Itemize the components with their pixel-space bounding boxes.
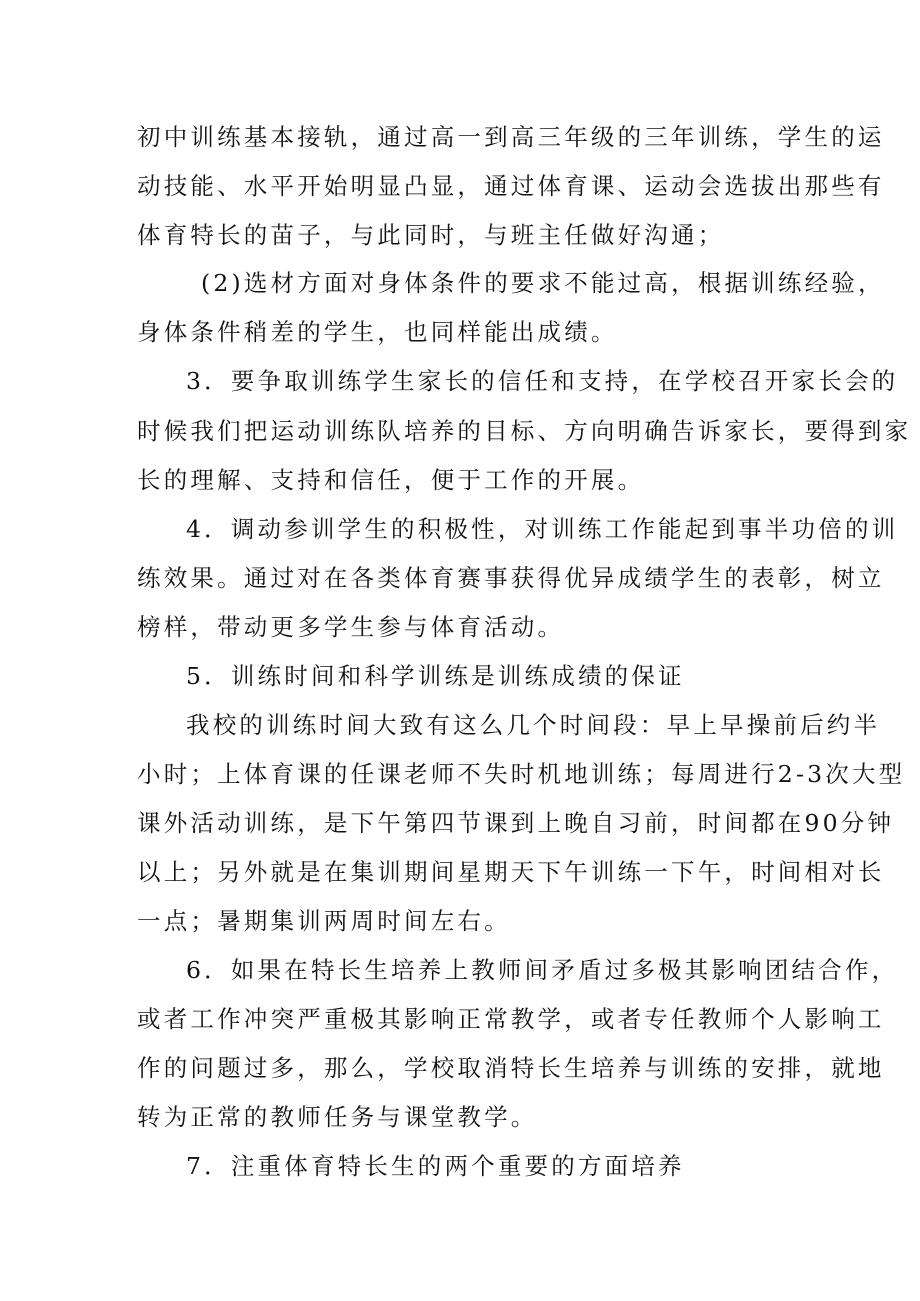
text-line: 动技能、水平开始明显凸显，通过体育课、运动会选拔出那些有 xyxy=(137,172,885,200)
text-line: 6．如果在特长生培养上教师间矛盾过多极其影响团结合作， xyxy=(186,956,899,984)
text-line: 作的问题过多，那么，学校取消特长生培养与训练的安排，就地 xyxy=(137,1054,885,1082)
text-line: 3．要争取训练学生家长的信任和支持，在学校召开家长会的 xyxy=(186,367,899,395)
text-line: 4．调动参训学生的积极性，对训练工作能起到事半功倍的训 xyxy=(186,515,899,543)
text-line: 练效果。通过对在各类体育赛事获得优异成绩学生的表彰，树立 xyxy=(137,564,885,592)
text-line: 一点；暑期集训两周时间左右。 xyxy=(137,907,511,935)
text-line: 初中训练基本接轨，通过高一到高三年级的三年训练，学生的运 xyxy=(137,123,885,151)
text-line: 5．训练时间和科学训练是训练成绩的保证 xyxy=(186,662,685,690)
text-line: 体育特长的苗子，与此同时，与班主任做好沟通； xyxy=(137,221,725,249)
text-line: 以上；另外就是在集训期间星期天下午训练一下午，时间相对长 xyxy=(137,858,885,886)
text-line: 时候我们把运动训练队培养的目标、方向明确告诉家长，要得到家 xyxy=(137,417,912,445)
text-line: 课外活动训练，是下午第四节课到上晚自习前，时间都在90分钟 xyxy=(137,809,895,837)
text-line: 7．注重体育特长生的两个重要的方面培养 xyxy=(186,1152,685,1180)
text-line: 小时；上体育课的任课老师不失时机地训练；每周进行2-3次大型 xyxy=(137,760,906,788)
text-line: 榜样，带动更多学生参与体育活动。 xyxy=(137,613,565,641)
text-line: 或者工作冲突严重极其影响正常教学，或者专任教师个人影响工 xyxy=(137,1005,885,1033)
text-line: 转为正常的教师任务与课堂教学。 xyxy=(137,1103,538,1131)
text-line: (2)选材方面对身体条件的要求不能过高，根据训练经验， xyxy=(201,269,885,297)
text-line: 长的理解、支持和信任，便于工作的开展。 xyxy=(137,466,645,494)
text-line: 我校的训练时间大致有这么几个时间段：早上早操前后约半 xyxy=(186,711,881,739)
text-line: 身体条件稍差的学生，也同样能出成绩。 xyxy=(137,318,618,346)
